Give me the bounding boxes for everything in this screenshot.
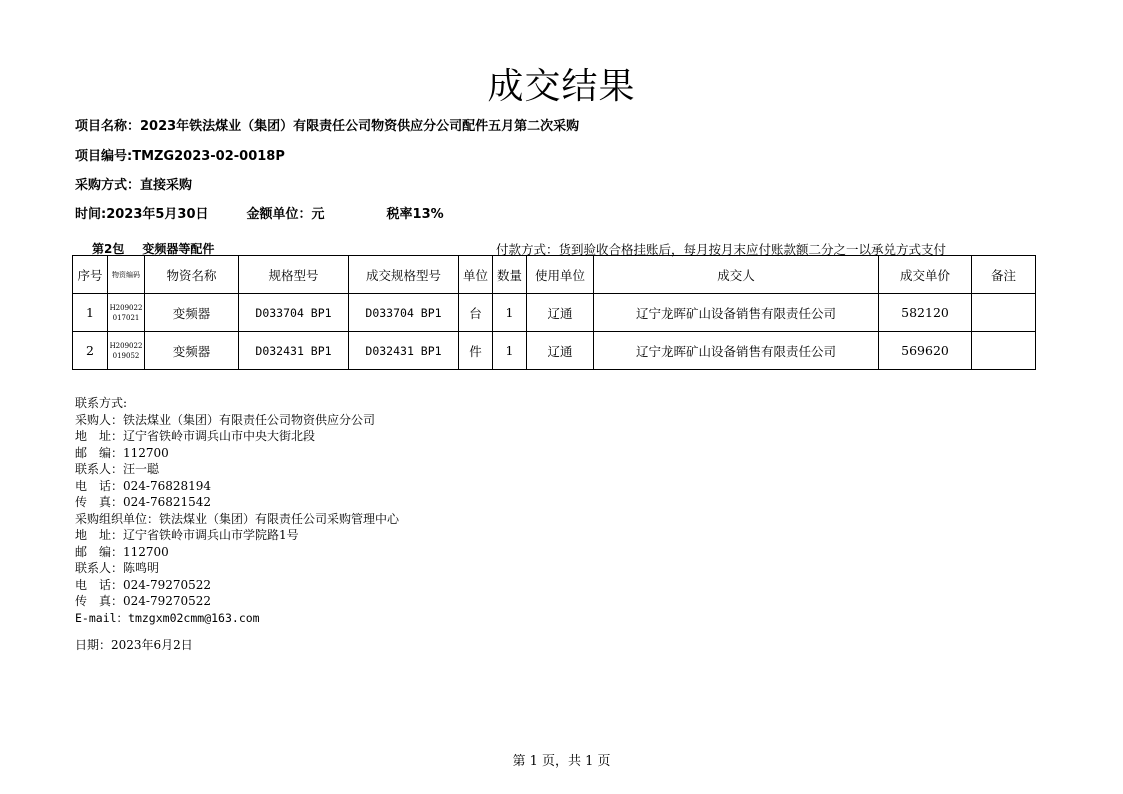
header-cell: 使用单位 [527,256,594,294]
header-cell: 规格型号 [239,256,349,294]
currency-unit: 金额单位：元 [246,207,325,222]
winner: 辽宁龙晖矿山设备销售有限责任公司 [594,332,879,370]
time: 时间:2023年5月30日 [75,207,209,222]
buyer-fax: 传 真：024-76821542 [75,495,212,509]
remark [972,332,1036,370]
header-cell: 成交单价 [879,256,972,294]
unit: 台 [459,294,493,332]
header-cell: 单位 [459,256,493,294]
project-number: 项目编号:TMZG2023-02-0018P [75,149,285,164]
header-cell: 成交规格型号 [349,256,459,294]
winner: 辽宁龙晖矿山设备销售有限责任公司 [594,294,879,332]
material-code: H209022017021 [108,294,145,332]
contact-heading: 联系方式: [75,396,128,410]
table-row [73,332,1036,370]
header-cell: 备注 [972,256,1036,294]
buyer-contact-person: 联系人：汪一聪 [75,462,160,476]
quantity: 1 [493,294,527,332]
deal-spec-model: D033704 BP1 [349,294,459,332]
result-table [72,255,1036,370]
unit: 件 [459,332,493,370]
agency: 采购组织单位：铁法煤业（集团）有限责任公司采购管理中心 [75,511,400,526]
row-number: 2 [73,332,108,370]
package-number: 第2包 [92,242,125,256]
page-footer: 第 1 页，共 1 页 [512,754,611,769]
user-unit: 辽通 [527,332,594,370]
tax-rate: 税率13% [386,207,444,222]
package-name: 变频器等配件 [142,242,215,256]
header-cell: 物资编码 [108,256,145,294]
agency-address: 地 址：辽宁省铁岭市调兵山市学院路1号 [75,528,299,542]
deal-spec-model: D032431 BP1 [349,332,459,370]
contact-block [75,395,399,626]
header-cell: 数量 [493,256,527,294]
email: E-mail：tmzgxm02cmm@163.com [75,610,260,625]
time-line [75,203,444,222]
buyer-postcode: 邮 编：112700 [75,445,169,460]
purchase-method: 采购方式：直接采购 [75,178,193,193]
header-cell: 序号 [73,256,108,294]
spec-model: D033704 BP1 [239,294,349,332]
agency-fax: 传 真：024-79270522 [75,594,212,608]
header-cell: 成交人 [594,256,879,294]
buyer-address: 地 址：辽宁省铁岭市调兵山市中央大街北段 [75,429,316,443]
row-number: 1 [73,294,108,332]
user-unit: 辽通 [527,294,594,332]
page-title: 成交结果 [487,66,636,107]
table-row [73,294,1036,332]
agency-phone: 电 话：024-79270522 [75,577,212,592]
material-code: H209022019052 [108,332,145,370]
agency-postcode: 邮 编：112700 [75,544,169,559]
project-name: 项目名称：2023年铁法煤业（集团）有限责任公司物资供应分公司配件五月第二次采购 [75,119,580,134]
remark [972,294,1036,332]
date: 日期：2023年6月2日 [75,638,193,652]
table-header-row [73,256,1036,294]
unit-price: 582120 [879,294,972,332]
header-cell: 物资名称 [145,256,239,294]
quantity: 1 [493,332,527,370]
material-name: 变频器 [145,332,239,370]
buyer: 采购人：铁法煤业（集团）有限责任公司物资供应分公司 [75,412,376,427]
agency-contact-person: 联系人：陈鸣明 [75,561,160,575]
buyer-phone: 电 话：024-76828194 [75,478,212,493]
payment-terms: 付款方式：货到验收合格挂账后，每月按月末应付账款额二分之一以承兑方式支付 [496,242,947,257]
spec-model: D032431 BP1 [239,332,349,370]
unit-price: 569620 [879,332,972,370]
material-name: 变频器 [145,294,239,332]
